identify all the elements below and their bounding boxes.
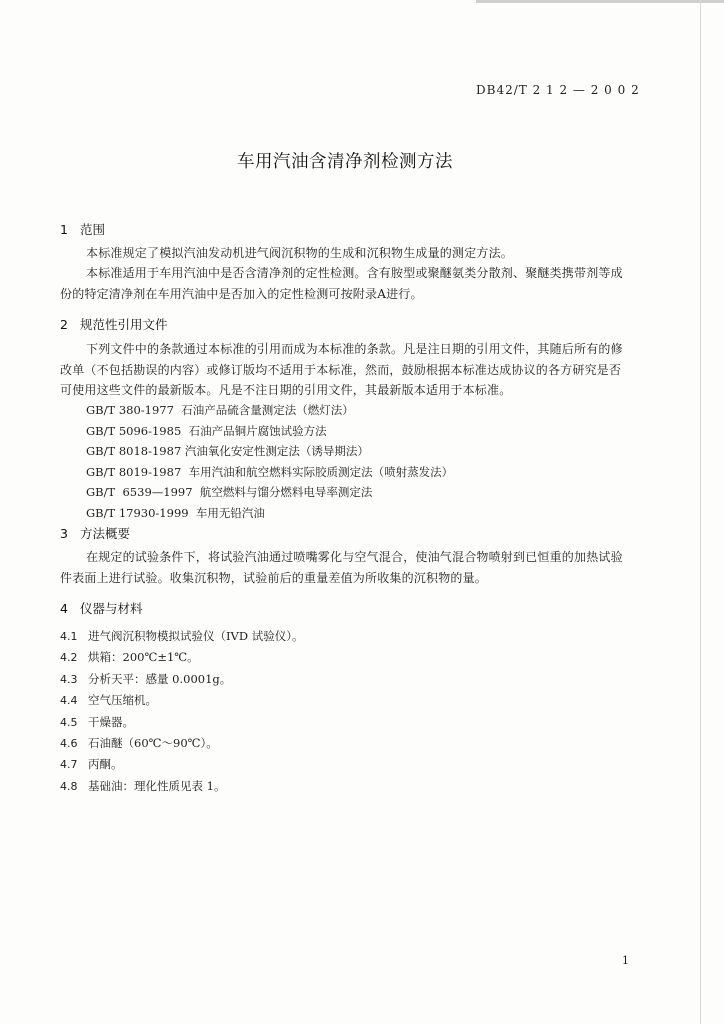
item-text: 空气压缩机。 bbox=[88, 693, 157, 708]
section-number: 3 bbox=[60, 526, 68, 541]
reference-item: GB/T 380-1977 石油产品硫含量测定法（燃灯法） bbox=[86, 403, 354, 417]
item-number: 4.3 bbox=[60, 672, 78, 686]
document-title: 车用汽油含清净剂检测方法 bbox=[237, 152, 453, 172]
section-2-paragraph: 下列文件中的条款通过本标准的引用而成为本标准的条款。凡是注日期的引用文件，其随后所有的修改单（不包括勘误的内容）或修订版均不适用于本标准，然而，鼓励根据本标准达成协议的各方研究是否可使用这些文件的最新版本。凡是不注日期的引用文件，其最新版本适用于本标准。 bbox=[60, 342, 623, 397]
reference-item: GB/T 17930-1999 车用无铅汽油 bbox=[86, 505, 265, 520]
reference-list bbox=[86, 400, 453, 523]
page-edge-line bbox=[700, 0, 701, 1024]
item-number: 4.7 bbox=[60, 758, 78, 772]
equipment-item bbox=[60, 690, 303, 711]
section-1-paragraph-2: 本标准适用于车用汽油中是否含清净剂的定性检测。含有胺型或聚醚氨类分散剂、聚醚类携带剂等成份的特定清净剂在车用汽油中是否加入的定性检测可按附录A进行。 bbox=[60, 266, 623, 301]
item-number: 4.6 bbox=[60, 737, 78, 751]
item-text: 干燥器。 bbox=[88, 714, 134, 729]
page-number: 1 bbox=[622, 954, 629, 967]
reference-item: GB/T 6539—1997 航空燃料与馏分燃料电导率测定法 bbox=[86, 485, 373, 499]
item-text: 基础油：理化性质见表 1。 bbox=[88, 778, 226, 793]
equipment-item bbox=[60, 626, 303, 647]
item-number: 4.2 bbox=[60, 651, 78, 665]
equipment-item bbox=[60, 669, 303, 690]
item-text: 石油醚（60℃～90℃）。 bbox=[88, 736, 218, 751]
item-number: 4.1 bbox=[60, 630, 78, 643]
equipment-item bbox=[60, 754, 303, 775]
equipment-item bbox=[60, 712, 303, 733]
section-title: 范围 bbox=[80, 222, 106, 237]
item-number: 4.4 bbox=[60, 694, 78, 708]
equipment-item bbox=[60, 647, 303, 668]
section-number: 1 bbox=[60, 222, 68, 237]
reference-item: GB/T 5096-1985 石油产品铜片腐蚀试验方法 bbox=[86, 423, 327, 438]
item-number: 4.5 bbox=[60, 715, 78, 729]
section-3-paragraph: 在规定的试验条件下，将试验汽油通过喷嘴雾化与空气混合，使油气混合物喷射到已恒重的加热试验件表面上进行试验。收集沉积物，试验前后的重量差值为所收集的沉积物的量。 bbox=[60, 550, 623, 585]
section-number: 2 bbox=[60, 317, 68, 332]
section-3-heading bbox=[60, 524, 130, 542]
section-title: 规范性引用文件 bbox=[80, 317, 168, 332]
section-4-heading bbox=[60, 599, 143, 617]
item-number: 4.8 bbox=[60, 779, 78, 793]
section-2-heading bbox=[60, 315, 168, 333]
scan-edge-mark bbox=[476, 0, 724, 3]
equipment-item bbox=[60, 733, 303, 754]
item-text: 进气阀沉积物模拟试验仪（IVD 试验仪）。 bbox=[88, 629, 304, 643]
section-1-heading bbox=[60, 220, 105, 238]
section-number: 4 bbox=[60, 601, 68, 616]
section-1-paragraph-1: 本标准规定了模拟汽油发动机进气阀沉积物的生成和沉积物生成量的测定方法。 bbox=[86, 246, 514, 260]
reference-item: GB/T 8018-1987 汽油氧化安定性测定法（诱导期法） bbox=[86, 444, 369, 458]
section-title: 方法概要 bbox=[80, 526, 131, 541]
equipment-item bbox=[60, 776, 303, 797]
equipment-list bbox=[60, 626, 303, 797]
reference-item: GB/T 8019-1987 车用汽油和航空燃料实际胶质测定法（喷射蒸发法） bbox=[86, 464, 454, 479]
item-text: 烘箱：200℃±1℃。 bbox=[88, 650, 199, 665]
standard-code: DB42/T 2 1 2 — 2 0 0 2 bbox=[476, 83, 640, 97]
item-text: 丙酮。 bbox=[88, 757, 123, 772]
item-text: 分析天平：感量 0.0001g。 bbox=[88, 671, 232, 686]
section-title: 仪器与材料 bbox=[80, 601, 143, 616]
